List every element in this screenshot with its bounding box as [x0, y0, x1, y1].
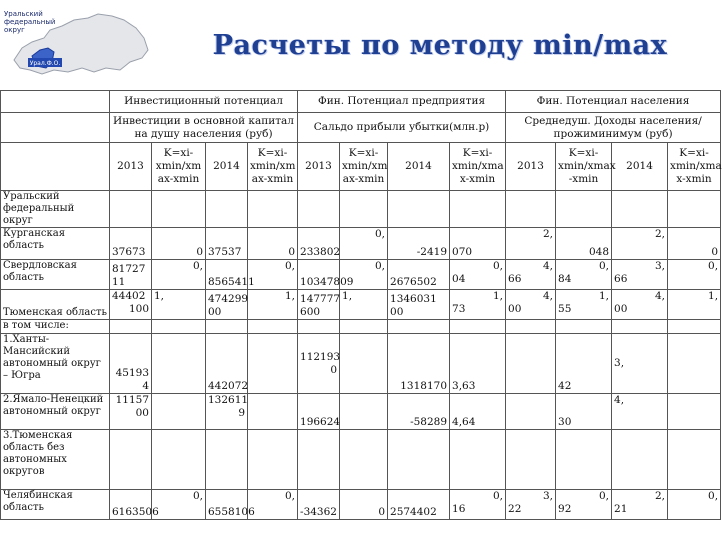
col-header-formula: K=xi-xmin/xma x-xmin — [668, 143, 721, 191]
col-header-formula: K=xi-xmin/xma x-xmin — [450, 143, 506, 191]
row-label-chelyab: Челябинская область — [1, 490, 110, 520]
col-header-formula: K=xi-xmin/xm ax-xmin — [152, 143, 206, 191]
col-header-year: 2013 — [298, 143, 340, 191]
col-header-year: 2013 — [110, 143, 152, 191]
cell — [450, 490, 506, 520]
cell: 196624 — [298, 394, 340, 430]
row-label-tyumen: Тюменская область — [1, 290, 110, 320]
cell: 11157 00 — [110, 394, 152, 430]
cell-part: 3, — [655, 260, 666, 272]
table-row — [1, 290, 721, 320]
cell-part: 4, — [655, 290, 666, 302]
cell: 2574402 — [388, 490, 450, 520]
cell-part: 00 — [614, 303, 628, 315]
cell: 0, — [152, 260, 206, 290]
cell-part: 22 — [508, 503, 522, 515]
cell-part: 84 — [558, 273, 572, 285]
cell-part: 44402 — [112, 290, 146, 302]
cell: 2, — [612, 228, 668, 260]
cell-part: 04 — [452, 273, 466, 285]
cell: 4,64 — [450, 394, 506, 430]
group-header-population: Фин. Потенциал населения — [506, 91, 721, 113]
cell-part: 73 — [452, 303, 466, 315]
cell-part: 00 — [508, 303, 522, 315]
cell: 0, — [668, 490, 721, 520]
row-label-kurgan: Курганская область — [1, 228, 110, 260]
cell-part: 3, — [543, 490, 554, 502]
cell — [248, 334, 298, 394]
cell: 112193 0 — [298, 334, 340, 394]
row-label-urfo: Уральский федеральный округ — [1, 191, 110, 228]
table-row — [1, 228, 721, 260]
cell: 0, — [340, 228, 388, 260]
logo — [2, 8, 152, 88]
cell-part: 4, — [543, 260, 554, 272]
cell — [152, 334, 206, 394]
cell-part: 2, — [655, 490, 666, 502]
row-label-khmao: 1.Ханты-Мансийский автономный округ – Югра — [1, 334, 110, 394]
cell: 1, — [668, 290, 721, 320]
cell — [506, 394, 556, 430]
cell — [152, 394, 206, 430]
corner-cell — [1, 143, 110, 191]
subgroup-enterprise: Сальдо прибыли убытки(млн.р) — [298, 113, 506, 143]
group-header-enterprise: Фин. Потенциал предприятия — [298, 91, 506, 113]
col-header-year: 2013 — [506, 143, 556, 191]
cell: 2, — [506, 228, 556, 260]
cell: -2419 — [388, 228, 450, 260]
cell: 42 — [556, 334, 612, 394]
cell — [668, 394, 721, 430]
cell: 30 — [556, 394, 612, 430]
cell: 1, — [248, 290, 298, 320]
cell-part: 0, — [599, 490, 610, 502]
cell — [556, 490, 612, 520]
cell: 0 — [668, 228, 721, 260]
table-row — [1, 334, 721, 394]
cell-part: 1, — [599, 290, 610, 302]
cell — [340, 394, 388, 430]
cell: 233802 — [298, 228, 340, 260]
map-label: Урал.Ф.О. — [29, 60, 61, 67]
cell: 0, — [248, 260, 298, 290]
subgroup-investment: Инвестиции в основной капитал на душу населения (руб) — [110, 113, 298, 143]
col-header-year: 2014 — [388, 143, 450, 191]
row-label-sverdl: Свердловская область — [1, 260, 110, 290]
cell: 147777 600 — [298, 290, 340, 320]
cell — [506, 290, 556, 320]
cell: -58289 — [388, 394, 450, 430]
cell: 0 — [248, 228, 298, 260]
cell: 070 — [450, 228, 506, 260]
cell — [556, 290, 612, 320]
cell-part: 66 — [614, 273, 628, 285]
cell: 048 — [556, 228, 612, 260]
cell — [556, 260, 612, 290]
cell-part: 0, — [599, 260, 610, 272]
cell — [506, 260, 556, 290]
cell-part: 16 — [452, 503, 466, 515]
cell: 8565411 — [206, 260, 248, 290]
cell: 132611 9 — [206, 394, 248, 430]
group-header-investment: Инвестиционный потенциал — [110, 91, 298, 113]
page-title: Расчеты по методу min/max — [212, 30, 668, 61]
cell: 0, — [668, 260, 721, 290]
cell: 0, — [248, 490, 298, 520]
cell — [340, 334, 388, 394]
cell — [450, 260, 506, 290]
cell: 474299 00 — [206, 290, 248, 320]
cell: 6558106 — [206, 490, 248, 520]
cell-part: 1, — [493, 290, 504, 302]
cell: -34362 — [298, 490, 340, 520]
subgroup-population: Среднедуш. Доходы населения/ прожиминимум (руб) — [506, 113, 721, 143]
cell — [612, 290, 668, 320]
cell: 1, — [152, 290, 206, 320]
corner-cell — [1, 113, 110, 143]
cell: 45193 4 — [110, 334, 152, 394]
cell-part: 92 — [558, 503, 572, 515]
cell — [668, 334, 721, 394]
cell — [110, 290, 152, 320]
logo-caption: Уральский федеральный округ — [4, 10, 56, 34]
cell — [506, 334, 556, 394]
cell: 1346031 00 — [388, 290, 450, 320]
cell-part: 55 — [558, 303, 572, 315]
cell: 1, — [340, 290, 388, 320]
cell: 3, — [612, 334, 668, 394]
cell: 442072 — [206, 334, 248, 394]
col-header-year: 2014 — [206, 143, 248, 191]
cell: 0, — [340, 260, 388, 290]
cell-part: 100 — [128, 303, 149, 315]
cell: 4, — [612, 394, 668, 430]
row-label-yanao: 2.Ямало-Ненецкий автономный округ — [1, 394, 110, 430]
cell — [612, 490, 668, 520]
table-row — [1, 490, 721, 520]
cell — [612, 260, 668, 290]
cell: 1318170 — [388, 334, 450, 394]
row-label-tyumen-excl: 3.Тюменская область без автономных округов — [1, 430, 110, 490]
data-table — [0, 90, 721, 520]
cell: 37673 — [110, 228, 152, 260]
cell — [248, 394, 298, 430]
cell: 81727 11 — [110, 260, 152, 290]
cell: 6163506 — [110, 490, 152, 520]
table-row — [1, 260, 721, 290]
cell-part: 21 — [614, 503, 628, 515]
cell: 0 — [340, 490, 388, 520]
cell: 2676502 — [388, 260, 450, 290]
row-label-including: в том числе: — [1, 320, 110, 334]
cell-part: 0, — [493, 260, 504, 272]
cell — [450, 290, 506, 320]
cell: 10347809 — [298, 260, 340, 290]
cell: 0 — [152, 228, 206, 260]
cell — [506, 490, 556, 520]
col-header-formula: K=xi-xmin/xm ax-xmin — [340, 143, 388, 191]
corner-cell — [1, 91, 110, 113]
cell-part: 66 — [508, 273, 522, 285]
cell-part: 4, — [543, 290, 554, 302]
cell: 37537 — [206, 228, 248, 260]
col-header-formula: K=xi-xmin/xmax -xmin — [556, 143, 612, 191]
table-row — [1, 394, 721, 430]
cell-part: 0, — [493, 490, 504, 502]
col-header-formula: K=xi-xmin/xm ax-xmin — [248, 143, 298, 191]
cell: 0, — [152, 490, 206, 520]
cell: 3,63 — [450, 334, 506, 394]
col-header-year: 2014 — [612, 143, 668, 191]
